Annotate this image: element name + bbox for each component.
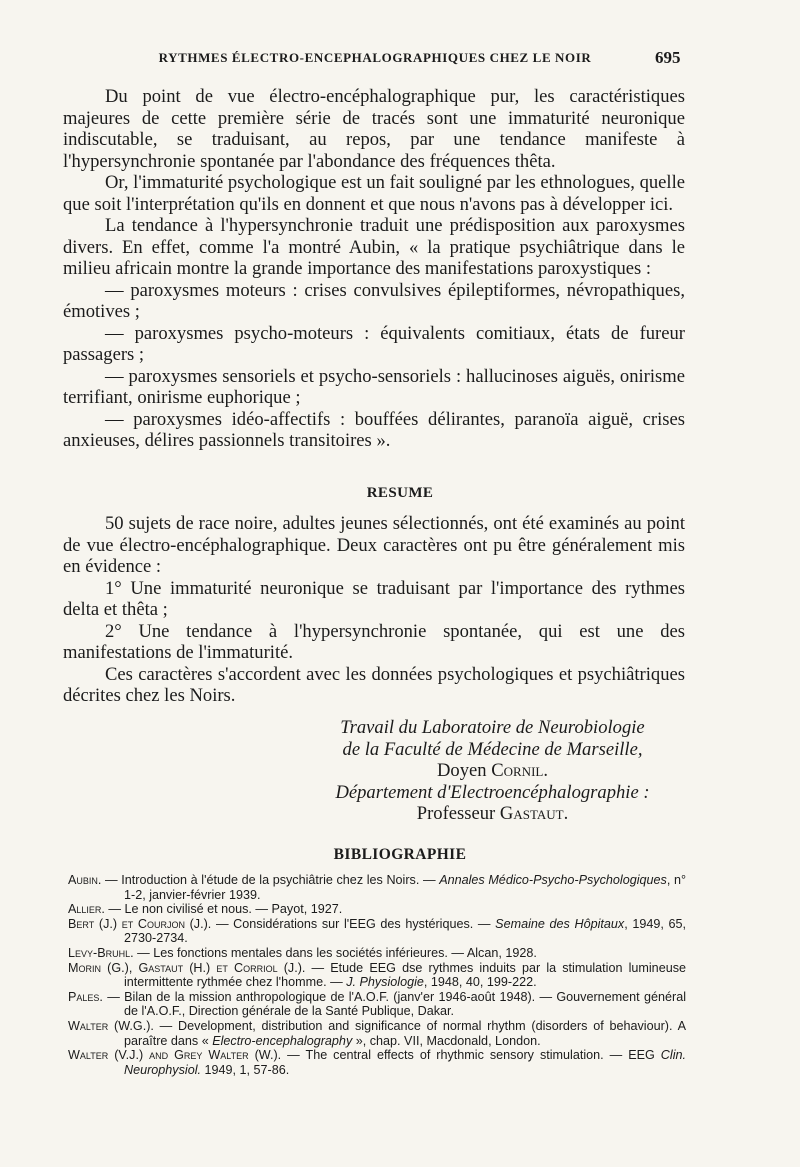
affiliation-role: Professeur (416, 803, 500, 824)
entry-author: Walter (W.G.). (68, 1018, 154, 1033)
list-item: — paroxysmes moteurs : crises convulsives épileptiformes, névropathiques, émotives ; (63, 279, 685, 322)
entry-journal: Electro-encephalography (212, 1033, 353, 1048)
entry-text: , 1949, 65, 2730-2734. (124, 916, 687, 946)
entry-text: », chap. VII, Macdonald, London. (352, 1033, 541, 1048)
affiliation-line (300, 803, 685, 825)
entry-author: Allier. (68, 902, 105, 917)
entry-author: Pales. (68, 989, 103, 1004)
resume-paragraph: Ces caractères s'accordent avec les données psychologiques et psychiâtriques décrites chez les Noirs. (63, 663, 685, 706)
affiliation-signature (300, 717, 685, 825)
entry-author: Morin (G.), Gastaut (H.) et Corriol (J.). (68, 960, 306, 975)
affiliation-role: Doyen (436, 760, 492, 781)
bibliography-entry (68, 1019, 686, 1048)
list-item: — paroxysmes psycho-moteurs : équivalents comitiaux, états de fureur passagers ; (63, 322, 685, 365)
list-item: — paroxysmes idéo-affectifs : bouffées délirantes, paranoïa aiguë, crises anxieuses, délires passionnels transitoires ». (63, 408, 685, 451)
entry-author: Bert (J.) et Courjon (J.). (68, 916, 212, 931)
resume-heading: RESUME (366, 485, 434, 501)
affiliation-line: Travail du Laboratoire de Neurobiologie (340, 717, 645, 738)
paragraph: Du point de vue électro-encéphalographique pur, les caractéristiques majeures de cette première série de tracés sont une immaturité neuronique indiscutable, se traduisant, au repos, par une tendance manifeste à l'hypersynchronie spontanée par l'abondance des fréquences thêta. (63, 86, 685, 172)
entry-text: — Etude EEG dse rythmes induits par la stimulation lumineuse intermittente rythmée chez l'homme. — (124, 960, 686, 990)
bibliography-entry (68, 1048, 686, 1077)
affiliation-line (300, 760, 685, 782)
list-item: — paroxysmes sensoriels et psycho-sensoriels : hallucinoses aiguës, onirisme terrifiant, onirisme euphorique ; (63, 365, 685, 408)
running-title: RYTHMES ÉLECTRO-ENCEPHALOGRAPHIQUES CHEZ LE NOIR (158, 50, 592, 65)
affiliation-person: Gastaut. (499, 803, 569, 824)
entry-journal: Annales Médico-Psycho-Psychologiques (439, 873, 667, 887)
body-text (63, 86, 685, 452)
entry-text: — Le non civilisé et nous. — Payot, 1927. (104, 902, 343, 917)
entry-text: — Development, distribution and significance of normal rhythm (disorders of behaviour). A paraître dans « (124, 1018, 686, 1048)
resume-paragraph: 50 sujets de race noire, adultes jeunes sélectionnés, ont été examinés au point de vue électro-encéphalographique. Deux caractères ont pu être généralement mis en évidence : (63, 513, 685, 577)
entry-journal: Semaine des Hôpitaux (495, 916, 625, 931)
entry-text: — Les fonctions mentales dans les sociétés inférieures. — Alcan, 1928. (133, 945, 537, 960)
bibliography-entry (68, 902, 686, 917)
entry-journal: Clin. Neurophysiol. (124, 1048, 686, 1077)
paragraph: Or, l'immaturité psychologique est un fait souligné par les ethnologues, quelle que soit l'interprétation qu'ils en donnent et que nous n'avons pas à développer ici. (63, 172, 685, 215)
affiliation-line: Département d'Electroencéphalographie : (335, 781, 650, 803)
bibliography-entry (68, 917, 686, 946)
entry-text: , n° 1-2, janvier-février 1939. (124, 873, 686, 902)
resume-paragraph: 1° Une immaturité neuronique se traduisant par l'importance des rythmes delta et thêta ; (63, 577, 685, 620)
bibliography-entry (68, 990, 686, 1019)
affiliation-person: Cornil. (491, 760, 548, 781)
paragraph: La tendance à l'hypersynchronie traduit une prédisposition aux paroxysmes divers. En effet, comme l'a montré Aubin, « la pratique psychiâtrique dans le milieu africain montre la grande importance des manifestations paroxystiques : (63, 215, 685, 279)
entry-text: — The central effects of rhythmic sensory stimulation. — EEG (281, 1048, 661, 1063)
bibliography-entry (68, 873, 686, 902)
entry-journal: J. Physiologie (346, 975, 424, 990)
entry-text: — Bilan de la mission anthropologique de l'A.O.F. (janv'er 1946-août 1948). — Gouvernement général de l'A.O.F., Direction générale de la Santé Publique, Dakar. (102, 989, 686, 1019)
bibliography-entry (68, 961, 686, 990)
entry-text: — Considérations sur l'EEG des hystériques. — (211, 916, 496, 931)
entry-text: — Introduction à l'étude de la psychiâtrie chez les Noirs. — (101, 873, 440, 887)
resume-text (63, 513, 685, 707)
bibliography-entry (68, 946, 686, 961)
entry-text: 1949, 1, 57-86. (201, 1062, 290, 1077)
resume-paragraph: 2° Une tendance à l'hypersynchronie spontanée, qui est une des manifestations de l'immaturité. (63, 620, 685, 663)
entry-author: Levy-Bruhl. (68, 945, 134, 960)
bibliography-heading: BIBLIOGRAPHIE (333, 846, 467, 863)
entry-author: Aubin. (68, 873, 102, 887)
affiliation-line: de la Faculté de Médecine de Marseille, (342, 738, 643, 760)
bibliography-list (68, 873, 686, 1077)
page-number: 695 (655, 48, 681, 67)
entry-author: Walter (V.J.) and Grey Walter (W.). (68, 1048, 282, 1063)
entry-text: , 1948, 40, 199-222. (423, 975, 537, 990)
